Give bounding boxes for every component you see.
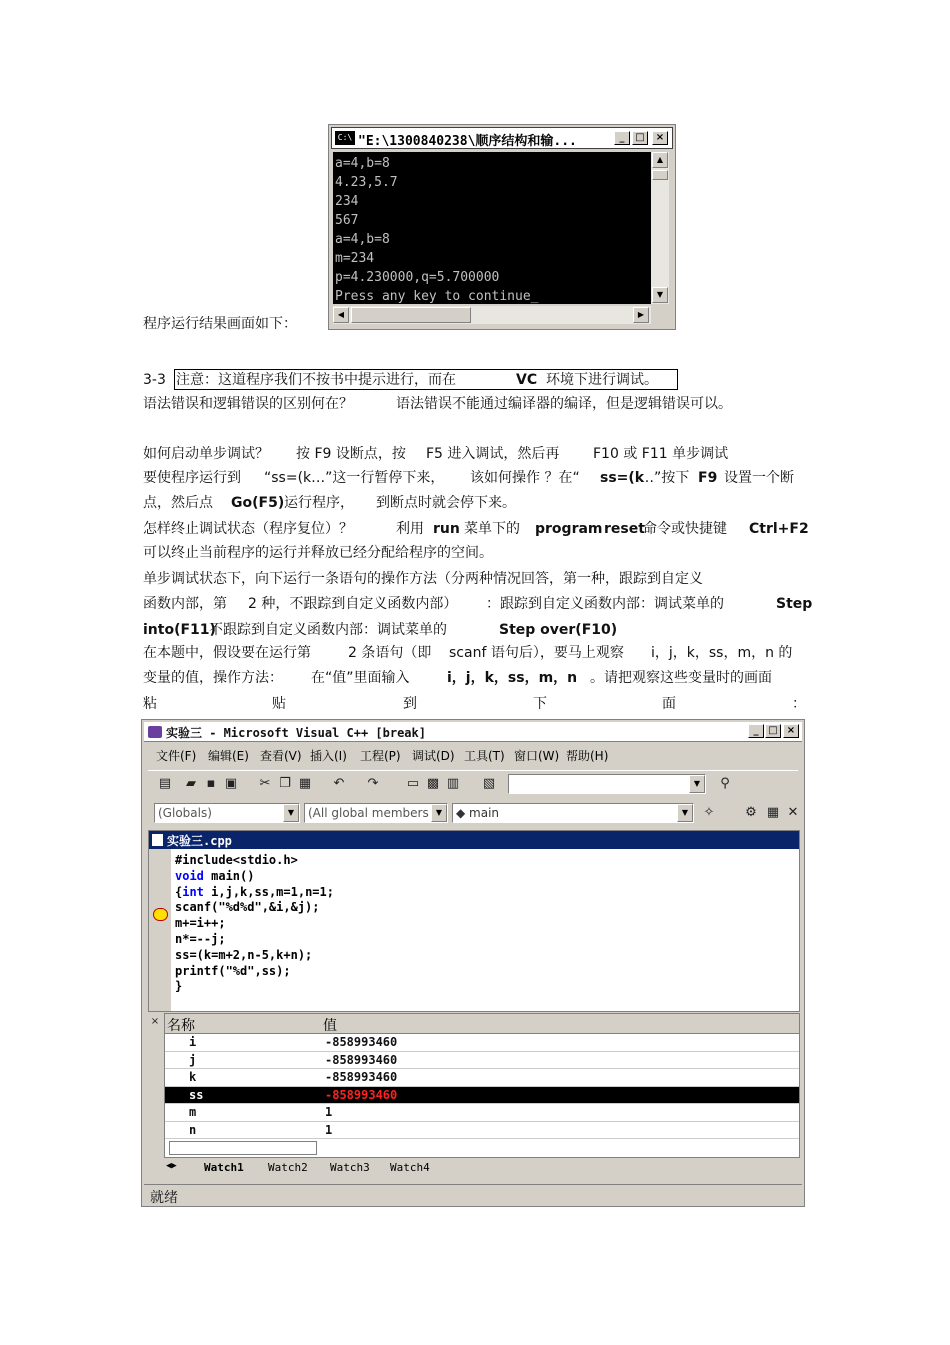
minimize-button[interactable]: _: [748, 724, 764, 738]
window-list-icon[interactable]: ▥: [446, 776, 460, 791]
question-single-step-3: 2 种，不跟踪到自定义函数内部）: [248, 596, 458, 612]
watch-row[interactable]: [165, 1122, 799, 1140]
dropdown-arrow-icon[interactable]: ▼: [677, 804, 693, 822]
find-in-files-icon[interactable]: ▧: [482, 776, 496, 791]
editor-filename: 实验三.cpp: [167, 834, 232, 848]
console-icon: C:\: [335, 131, 355, 145]
answer-single-step-1: ：跟踪到自定义函数内部：调试菜单的: [486, 596, 724, 612]
answer-reset-4: program: [535, 521, 603, 537]
dropdown-arrow-icon[interactable]: ▼: [283, 804, 299, 822]
save-all-icon[interactable]: ▣: [224, 776, 238, 791]
restore-button[interactable]: □: [765, 724, 781, 738]
watch-var-name: m: [189, 1105, 197, 1119]
console-line: 567: [335, 213, 359, 228]
answer-watch-1: 变量的值，操作方法：: [143, 670, 283, 686]
undo-icon[interactable]: ↶: [333, 776, 345, 791]
editor-gutter[interactable]: [149, 849, 171, 1011]
paste-icon[interactable]: ▦: [298, 776, 312, 791]
status-text: 就绪: [150, 1190, 178, 1206]
code-line: void main(): [175, 868, 255, 883]
note-vc: VC: [516, 372, 538, 388]
menu-debug[interactable]: 调试(D): [412, 749, 455, 763]
output-icon[interactable]: ▩: [426, 776, 440, 791]
answer-syntax: 语法错误不能通过编译器的编译，但是逻辑错误可以。: [396, 396, 732, 412]
console-line: m=234: [335, 251, 375, 266]
code-editor[interactable]: [148, 830, 800, 1012]
hscroll-thumb[interactable]: [351, 307, 471, 323]
tab-watch1[interactable]: Watch1: [204, 1161, 244, 1174]
code-line: m+=i++;: [175, 916, 226, 931]
console-line: 234: [335, 194, 359, 209]
menu-edit[interactable]: 编辑(E): [208, 749, 249, 763]
answer-run-to-9: 到断点时就会停下来。: [376, 495, 516, 511]
question-watch-4: i，j，k，ss，m，n 的: [651, 645, 793, 661]
watch-var-value: -858993460: [325, 1035, 398, 1049]
members-combo[interactable]: [304, 803, 448, 823]
redo-icon[interactable]: ↷: [367, 776, 379, 791]
function-combo[interactable]: [452, 803, 694, 823]
answer-run-to-2: ss=(k: [600, 470, 645, 486]
paste-word: 面: [662, 696, 676, 712]
answer-watch-3: i，j，k，ss，m，n: [447, 670, 578, 686]
tab-watch2[interactable]: Watch2: [268, 1161, 308, 1174]
console-titlebar: [331, 127, 673, 149]
tab-watch3[interactable]: Watch3: [330, 1161, 370, 1174]
code-line: scanf("%d%d",&i,&j);: [175, 900, 320, 915]
question-run-to: 要使程序运行到: [143, 470, 241, 486]
maximize-button[interactable]: □: [632, 131, 648, 145]
question-single-step: 单步调试状态下，向下运行一条语句的操作方法（分两种情况回答，第一种，跟踪到自定义: [143, 571, 703, 587]
menu-view[interactable]: 查看(V): [260, 749, 302, 763]
watch-row-selected[interactable]: [165, 1087, 799, 1105]
watch-var-name: ss: [189, 1087, 204, 1102]
minimize-button[interactable]: _: [614, 131, 630, 145]
question-step: 如何启动单步调试？: [143, 446, 269, 462]
globals-combo-value: (Globals): [158, 806, 212, 820]
answer-reset-3: 菜单下的: [464, 521, 520, 537]
answer-single-step-4: 不跟踪到自定义函数内部：调试菜单的: [209, 622, 447, 638]
paste-word: ：: [792, 696, 806, 712]
close-button[interactable]: ×: [783, 724, 799, 738]
watch-var-value: -858993460: [325, 1070, 398, 1084]
watch-new-entry-input[interactable]: [169, 1141, 317, 1155]
horizontal-scrollbar[interactable]: [333, 306, 651, 324]
menu-help[interactable]: 帮助(H): [566, 749, 609, 763]
answer-watch-4: 。请把观察这些变量时的画面: [590, 670, 772, 686]
console-title: "E:\1300840238\顺序结构和输...: [358, 134, 577, 149]
tab-watch4[interactable]: Watch4: [390, 1161, 430, 1174]
watch-row[interactable]: [165, 1069, 799, 1087]
paste-word: 粘: [143, 696, 157, 712]
watch-header: [165, 1014, 799, 1034]
ide-title: 实验三 - Microsoft Visual C++ [break]: [166, 726, 426, 740]
scroll-right-icon[interactable]: ▶: [633, 307, 649, 323]
current-line-arrow-icon: [153, 908, 168, 921]
watch-row[interactable]: [165, 1052, 799, 1070]
vertical-scrollbar[interactable]: [651, 152, 669, 304]
ide-window: [141, 719, 805, 1207]
watch-var-name: n: [189, 1122, 197, 1137]
watch-header-value[interactable]: 值: [323, 1018, 337, 1034]
code-line: ss=(k=m+2,n-5,k+n);: [175, 947, 313, 962]
menu-file[interactable]: 文件(F): [156, 749, 197, 763]
watch-var-value: -858993460: [325, 1087, 398, 1102]
build-icon[interactable]: ⚙: [745, 805, 757, 820]
ide-titlebar: [144, 722, 802, 742]
answer-run-to-5: 设置一个断: [724, 470, 794, 486]
answer-reset-1: 利用: [396, 521, 424, 537]
section-number: 3-3: [143, 372, 166, 388]
console-window: [328, 124, 676, 330]
answer-run-to-8: 运行程序，: [284, 495, 354, 511]
paste-word: 到: [403, 696, 417, 712]
watch-panel: [148, 1013, 800, 1181]
watch-row[interactable]: [165, 1034, 799, 1052]
compile-icon[interactable]: ▦: [766, 805, 780, 820]
stop-build-icon[interactable]: ✕: [787, 805, 799, 820]
document-icon: [152, 834, 163, 846]
console-line: p=4.230000,q=5.700000: [335, 270, 500, 285]
answer-reset-7: Ctrl+F2: [749, 521, 809, 537]
answer-run-to-6: 点，然后点: [143, 495, 213, 511]
paste-word: 贴: [272, 696, 286, 712]
status-bar: [144, 1184, 802, 1206]
answer-single-step-3: into(F11): [143, 622, 216, 638]
watch-grid[interactable]: [164, 1013, 800, 1158]
code-line: }: [175, 979, 183, 994]
question-reset: 怎样终止调试状态（程序复位）？: [143, 521, 353, 537]
answer-reset-2: run: [433, 521, 460, 537]
answer-run-to-1: 该如何操作 ？在“: [470, 470, 580, 486]
answer-run-to-7: Go(F5): [231, 495, 285, 511]
members-combo-value: (All global members: [308, 806, 429, 820]
console-line: a=4,b=8: [335, 156, 390, 171]
menu-bar: [148, 744, 798, 766]
panel-close-icon[interactable]: ×: [150, 1016, 160, 1027]
scroll-left-icon[interactable]: ◀: [333, 307, 349, 323]
save-icon[interactable]: ▪: [206, 776, 216, 791]
menu-window[interactable]: 窗口(W): [514, 749, 560, 763]
menu-tools[interactable]: 工具(T): [464, 749, 505, 763]
note-tail: 环境下进行调试。: [546, 372, 658, 388]
code-line: n*=--j;: [175, 931, 226, 946]
answer-run-to-4: F9: [698, 470, 718, 486]
code-line: printf("%d",ss);: [175, 963, 291, 978]
question-single-step-2: 函数内部，第: [143, 596, 227, 612]
console-line: Press any key to continue_: [335, 289, 539, 304]
function-combo-value: ◆ main: [456, 806, 500, 820]
watch-row[interactable]: [165, 1104, 799, 1122]
workspace-icon[interactable]: ▭: [406, 776, 420, 791]
code-line: #include<stdio.h>: [175, 853, 298, 867]
code-text[interactable]: [175, 853, 334, 995]
console-line: 4.23,5.7: [335, 175, 398, 190]
caption: 程序运行结果画面如下：: [143, 316, 297, 332]
answer-reset-8: 可以终止当前程序的运行并释放已经分配给程序的空间。: [143, 545, 493, 561]
question-watch-2: 2 条语句（即: [348, 645, 432, 661]
menu-insert[interactable]: 插入(I): [310, 749, 347, 763]
answer-step-1: 按 F9 设断点，按: [296, 446, 406, 462]
question-run-to-2: “ss=(k…”这一行暂停下来，: [264, 470, 445, 486]
scroll-down-icon[interactable]: ▼: [652, 287, 668, 303]
close-button[interactable]: ×: [652, 131, 668, 145]
dropdown-arrow-icon[interactable]: ▼: [431, 804, 447, 822]
watch-tabs: [164, 1161, 800, 1177]
question-syntax: 语法错误和逻辑错误的区别何在？: [143, 396, 353, 412]
scroll-thumb[interactable]: [652, 170, 668, 180]
answer-step-3: F10 或 F11 单步调试: [593, 446, 729, 462]
wizard-action-icon[interactable]: ✧: [703, 805, 715, 820]
new-file-icon[interactable]: ▤: [158, 776, 172, 791]
scroll-up-icon[interactable]: ▲: [652, 152, 668, 168]
answer-single-step-5: Step over(F10): [499, 622, 618, 638]
cut-icon[interactable]: ✂: [259, 776, 271, 791]
note-text: 注意：这道程序我们不按书中提示进行，而在: [176, 372, 456, 388]
paste-word: 下: [533, 696, 547, 712]
editor-titlebar: [149, 831, 799, 849]
question-watch-1: 在本题中，假设要在运行第: [143, 645, 311, 661]
answer-reset-5: reset: [604, 521, 645, 537]
watch-var-value: 1: [325, 1122, 333, 1137]
answer-watch-2: 在“值”里面输入: [311, 670, 410, 686]
dropdown-arrow-icon[interactable]: ▼: [689, 775, 705, 793]
watch-var-name: i: [189, 1035, 197, 1049]
find-icon[interactable]: ⚲: [720, 776, 730, 791]
watch-var-name: j: [189, 1052, 197, 1067]
watch-var-value: 1: [325, 1105, 333, 1119]
answer-run-to-3: …”按下: [640, 470, 690, 486]
copy-icon[interactable]: ❐: [279, 776, 291, 791]
console-line: a=4,b=8: [335, 232, 390, 247]
question-watch-3: scanf 语句后），要马上观察: [449, 645, 624, 661]
code-line: {int i,j,k,ss,m=1,n=1;: [175, 884, 334, 899]
watch-var-name: k: [189, 1070, 197, 1084]
vc-app-icon: [148, 726, 162, 738]
standard-toolbar: [148, 770, 798, 796]
watch-var-value: -858993460: [325, 1052, 398, 1067]
globals-combo[interactable]: [154, 803, 300, 823]
answer-reset-6: 命令或快捷键: [643, 521, 727, 537]
answer-step-2: F5 进入调试，然后再: [426, 446, 560, 462]
find-combo[interactable]: [508, 774, 706, 794]
console-screen: [333, 152, 651, 304]
open-icon[interactable]: ▰: [186, 776, 196, 791]
menu-project[interactable]: 工程(P): [360, 749, 401, 763]
watch-header-name[interactable]: 名称: [167, 1018, 195, 1034]
answer-single-step-2: Step: [776, 596, 813, 612]
tab-scroll-icon[interactable]: ◀▶: [166, 1161, 177, 1171]
